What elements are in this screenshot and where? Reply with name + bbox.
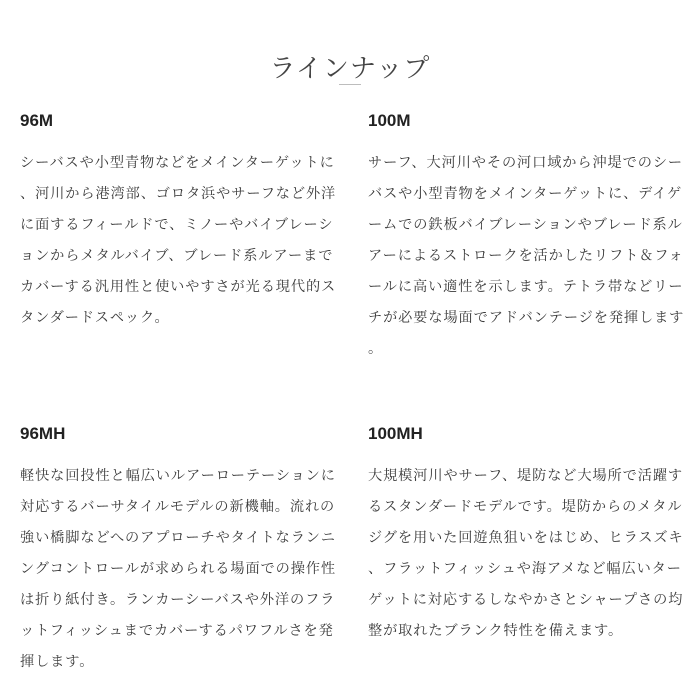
spec-model-name: 100M [368, 111, 411, 130]
spec-description: サーフ、大河川やその河口域から沖堤でのシーバスや小型青物をメインターゲットに、デイゲームでの鉄板バイブレーションやブレード系ルアーによるストロークを活かしたリフト＆フォールに高い適性を示します。テトラ帯などリーチが必要な場面でアドバンテージを発揮します。 [368, 155, 685, 357]
spec-100m [368, 110, 686, 365]
spec-model-name: 100MH [368, 424, 423, 443]
spec-description: シーバスや小型青物などをメインターゲットに、河川から港湾部、ゴロタ浜やサーフなど外洋に面するフィールドで、ミノーやバイブレーションからメタルバイブ、ブレード系ルアーまでカバーする汎用性と使いやすさが光る現代的スタンダードスペック。 [20, 155, 337, 326]
spec-96mh [20, 423, 338, 678]
spec-model-name: 96M [20, 111, 54, 130]
title-divider [339, 84, 361, 85]
spec-description: 軽快な回投性と幅広いルアーローテーションに対応するバーサタイルモデルの新機軸。流れの強い橋脚などへのアプローチやタイトなランニングコントロールが求められる場面での操作性は折り紙付き。ランカーシーバスや外洋のフラットフィッシュまでカバーするパワフルさを発揮します。 [20, 468, 336, 670]
spec-model-name: 96MH [20, 424, 66, 443]
spec-description: 大規模河川やサーフ、堤防など大場所で活躍するスタンダードモデルです。堤防からのメタルジグを用いた回遊魚狙いをはじめ、ヒラスズキ、フラットフィッシュや海アメなど幅広いターゲットに対応するしなやかさとシャープさの均整が取れたブランク特性を備えます。 [368, 468, 684, 639]
spec-96m [20, 110, 338, 334]
page-title: ラインナップ [269, 54, 431, 85]
spec-100mh [368, 423, 686, 647]
